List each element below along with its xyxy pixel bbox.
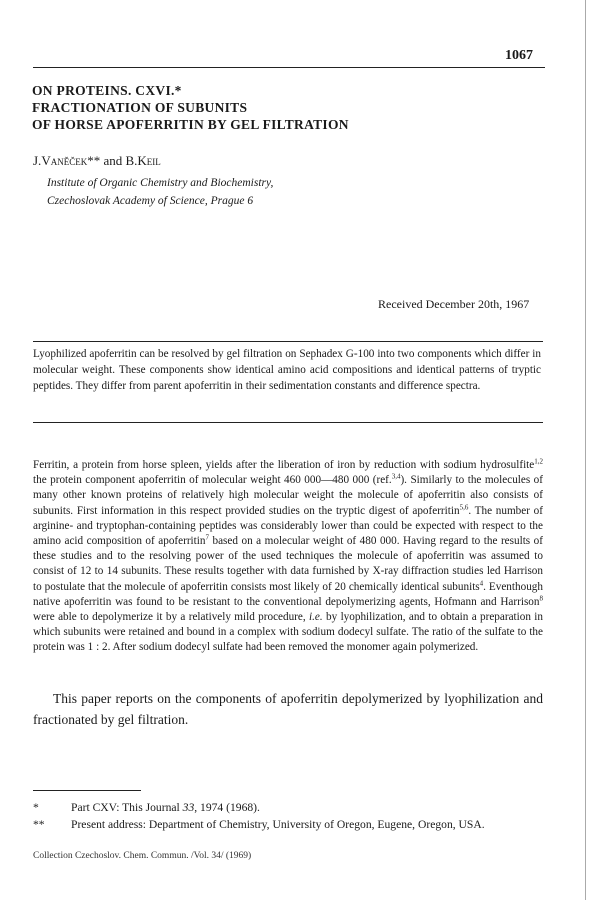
title-line-1: ON PROTEINS. CXVI.* [32,83,182,98]
footnote-text: Present address: Department of Chemistry, University of Oregon, Eugene, Oregon, USA. [71,818,485,831]
footnote-mark: ** [33,818,45,831]
body-text-2: the protein component apoferritin of molecular weight 460 000—480 000 (ref. [33,474,392,487]
italic-abbrev: i.e. [309,611,323,624]
abstract-bottom-rule [33,422,543,423]
body-text-4: . The number of arginine- and tryptophan-containing peptides was considerably lower than could be expected with respect to the amino acid composition of apoferritin [33,504,544,548]
footnote-volume: 33 [182,801,195,814]
author-1-initial: J. [33,153,42,168]
footnote-text-pre: Part CXV: This Journal [71,801,183,814]
footnotes [33,799,548,833]
citation-ref: 7 [205,533,209,542]
affiliation [47,174,273,210]
footnote-2 [33,816,548,833]
author-2-initial: B. [125,153,138,168]
affiliation-line-1: Institute of Organic Chemistry and Biochemistry, [47,177,274,189]
title-line-2: FRACTIONATION OF SUBUNITS [32,100,248,115]
author-conjunction: and [100,153,126,168]
authors [33,153,161,169]
page-number: 1067 [505,48,533,63]
citation-ref: 3,4 [391,472,401,481]
header-rule [33,67,545,68]
title-line-3: OF HORSE APOFERRITIN BY GEL FILTRATION [32,117,349,132]
abstract: Lyophilized apoferritin can be resolved by gel filtration on Sephadex G-100 into two components which differ in molecular weight. These components show identical amino acid compositions and identical patterns of tryptic peptides. They differ from parent apoferritin in their sedimentation constants and difference spectra. [33,348,541,392]
footnote-text-post: , 1974 (1968). [194,801,260,814]
citation-ref: 4 [479,578,484,587]
body-text-7: were able to depolymerize it by a relatively mild procedure, [33,611,310,624]
body-text-1: Ferritin, a protein from horse spleen, yields after the liberation of iron by reduction with sodium hydrosulfite [33,459,535,471]
article-title [32,82,552,133]
body-text-3: ). Similarly to the molecules of many other known proteins of relatively high molecular weight the molecule of apoferritin also consists of subunits. First information in this respect provided studies on the tryptic digest of apoferritin [33,474,543,517]
author-1-name: Vaněček [41,153,88,168]
citation-ref: 8 [539,594,543,603]
footnote-text [71,799,260,816]
footnote-1 [33,799,548,816]
journal-footer: Collection Czechoslov. Chem. Commun. /Vol. 34/ (1969) [33,851,252,861]
citation-ref: 1,2 [534,457,543,466]
author-1-mark: ** [87,153,101,168]
footnote-rule [33,790,141,791]
introduction-paragraph [33,458,543,656]
affiliation-line-2: Czechoslovak Academy of Science, Prague 6 [47,195,254,207]
received-date: Received December 20th, 1967 [378,297,530,311]
body-text-5: based on a molecular weight of 480 000. Having regard to the results of these studies and to the resolving power of the used techniques the molecule of apoferritin was assumed to consist of 12 to 14 subunits. These results together with data furnished by X-ray diffraction studies led Harrison to postulate that the molecule of apoferritin consists most likely of 20 chemically identical subunits [33,535,543,593]
body-text-6: . Eventhough native apoferritin was found to be resistant to the conventional depolymerizing agents, Hofmann and Harrison [33,580,543,608]
closing-paragraph: This paper reports on the components of apoferritin depolymerized by lyophilization and fractionated by gel filtration. [33,691,543,727]
footnote-mark: * [33,801,39,814]
citation-ref: 5,6 [459,502,469,511]
body-text-8: by lyophilization, and to obtain a preparation in which subunits were retained and bound in a complex with sodium dodecyl sulfate. The ratio of the sulfate to the protein was 1 : 2. After sodium dodecyl sulfate had been removed the monomer again polymerized. [33,611,543,654]
abstract-top-rule [33,341,543,342]
margin-line [585,0,586,900]
author-2-name: Keil [137,153,161,168]
